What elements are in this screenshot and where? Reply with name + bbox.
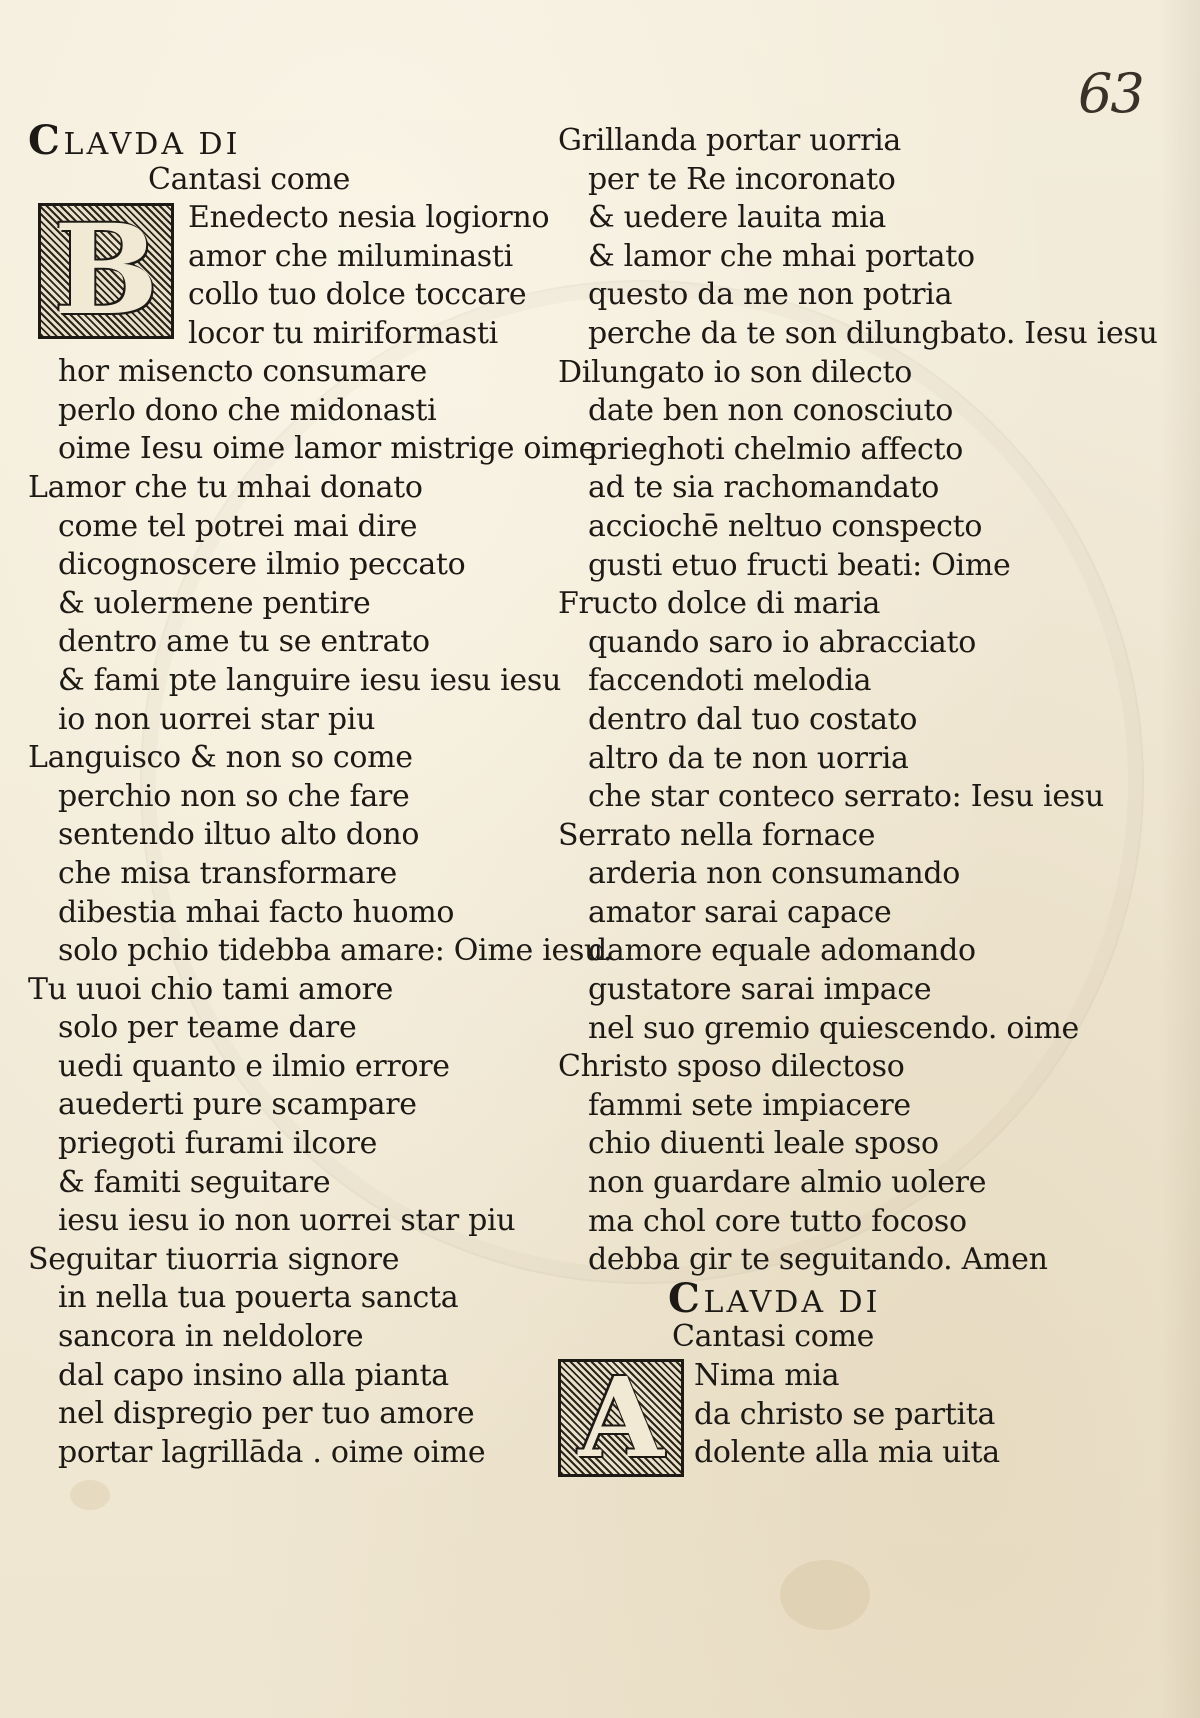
verse-line: dicognoscere ilmio peccato bbox=[58, 547, 466, 583]
verse-line: Enedecto nesia logiorno bbox=[188, 200, 550, 236]
verse-line: altro da te non uorria bbox=[588, 740, 909, 776]
verse-line: Grillanda portar uorria bbox=[558, 123, 901, 158]
verse-line: che misa transformare bbox=[58, 855, 397, 891]
verse-line: locor tu miriformasti bbox=[188, 315, 498, 351]
decorated-initial-icon: A bbox=[558, 1359, 684, 1477]
verse-line: che star conteco serrato: Iesu iesu bbox=[588, 779, 1104, 815]
verse-line: faccendoti melodia bbox=[588, 663, 872, 699]
verse-line: non guardare almio uolere bbox=[588, 1165, 987, 1201]
verse-line: dentro ame tu se entrato bbox=[58, 624, 430, 660]
verse-line: Fructo dolce di maria bbox=[558, 586, 881, 622]
verse-line: prieghoti chelmio affecto bbox=[588, 431, 964, 467]
verse-line: dentro dal tuo costato bbox=[588, 701, 918, 737]
verse-line: chio diuenti leale sposo bbox=[588, 1126, 939, 1162]
verse-line: dolente alla mia uita bbox=[694, 1435, 1000, 1471]
verse-line: & fami pte languire iesu iesu iesu bbox=[58, 662, 561, 698]
verse-line: solo pchio tidebba amare: Oime iesu. bbox=[58, 933, 613, 969]
verse-line: hor misencto consumare bbox=[58, 354, 427, 390]
decorated-initial-icon: B bbox=[38, 203, 174, 339]
paper-stain bbox=[70, 1480, 110, 1510]
verse-line: sentendo iltuo alto dono bbox=[58, 817, 420, 853]
verse-line: amator sarai capace bbox=[588, 894, 892, 930]
verse-line: per te Re incoronato bbox=[588, 161, 896, 197]
verse-line: fammi sete impiacere bbox=[588, 1087, 911, 1123]
verse-line: come tel potrei mai dire bbox=[58, 508, 418, 544]
verse-line: dibestia mhai facto huomo bbox=[58, 894, 455, 930]
section-subheading: Cantasi come bbox=[672, 1319, 875, 1355]
verse-line: perche da te son dilungbato. Iesu iesu bbox=[588, 315, 1158, 351]
verse-line: & uolermene pentire bbox=[58, 585, 371, 621]
page-edge-shadow bbox=[1160, 0, 1200, 1718]
verse-line: date ben non conosciuto bbox=[588, 393, 954, 429]
left-column bbox=[28, 117, 613, 1472]
pilcrow-icon: Ⅽ bbox=[668, 1274, 700, 1322]
verse-line: Dilungato io son dilecto bbox=[558, 354, 913, 390]
verse-line: da christo se partita bbox=[694, 1396, 996, 1432]
verse-line: portar lagrillāda . oime oime bbox=[58, 1434, 486, 1470]
verse-line: ad te sia rachomandato bbox=[588, 470, 940, 506]
section-heading: Ⅽ LAVDA DI bbox=[668, 1274, 881, 1322]
verse-line: amor che miluminasti bbox=[188, 238, 513, 274]
verse-line: Serrato nella fornace bbox=[558, 817, 876, 853]
verse-line: dal capo insino alla pianta bbox=[58, 1357, 449, 1393]
verse-line: iesu iesu io non uorrei star piu bbox=[58, 1203, 516, 1239]
verse-line: & lamor che mhai portato bbox=[588, 238, 975, 274]
folio-number: 63 bbox=[1078, 62, 1143, 125]
verse-line: & uedere lauita mia bbox=[588, 200, 887, 236]
paper-stain bbox=[780, 1560, 870, 1630]
verse-line: damore equale adomando bbox=[588, 933, 976, 969]
verse-line: gusti etuo fructi beati: Oime bbox=[588, 547, 1011, 583]
verse-line: nel dispregio per tuo amore bbox=[58, 1396, 475, 1432]
verse-line: arderia non consumando bbox=[588, 856, 961, 892]
section-subheading: Cantasi come bbox=[148, 161, 351, 197]
verse-line: Nima mia bbox=[694, 1358, 840, 1393]
verse-line: in nella tua pouerta sancta bbox=[58, 1280, 459, 1316]
section-heading: Ⅽ LAVDA DI bbox=[28, 117, 241, 164]
verse-line: priegoti furami ilcore bbox=[58, 1126, 378, 1162]
verse-line: auederti pure scampare bbox=[58, 1087, 417, 1123]
verse-line: ma chol core tutto focoso bbox=[588, 1203, 967, 1239]
right-verse-list bbox=[558, 122, 1158, 1280]
verse-line: Christo sposo dilectoso bbox=[558, 1049, 905, 1085]
verse-line: quando saro io abracciato bbox=[588, 624, 976, 660]
initial-block bbox=[28, 199, 548, 353]
verse-line: uedi quanto e ilmio errore bbox=[58, 1048, 450, 1084]
verse-line: io non uorrei star piu bbox=[58, 701, 376, 737]
verse-line: perlo dono che midonasti bbox=[58, 392, 437, 428]
verse-line: Tu uuoi chio tami amore bbox=[28, 971, 394, 1007]
verse-line: gustatore sarai impace bbox=[588, 972, 932, 1008]
verse-line: Seguitar tiuorria signore bbox=[28, 1241, 400, 1277]
initial-lines bbox=[188, 199, 549, 353]
initial-lines bbox=[694, 1357, 1000, 1473]
left-verse-list bbox=[28, 353, 613, 1472]
verse-line: sancora in neldolore bbox=[58, 1319, 364, 1355]
verse-line: Lamor che tu mhai donato bbox=[28, 469, 423, 505]
verse-line: oime Iesu oime lamor mistrige oime bbox=[58, 431, 597, 467]
initial-block bbox=[558, 1353, 1158, 1482]
verse-line: collo tuo dolce toccare bbox=[188, 277, 527, 313]
verse-line: nel suo gremio quiescendo. oime bbox=[588, 1010, 1079, 1046]
verse-line: perchio non so che fare bbox=[58, 778, 410, 814]
verse-line: & famiti seguitare bbox=[58, 1164, 331, 1200]
verse-line: debba gir te seguitando. Amen bbox=[588, 1242, 1048, 1278]
verse-line: questo da me non potria bbox=[588, 277, 953, 313]
pilcrow-icon: Ⅽ bbox=[28, 117, 60, 164]
verse-line: solo per teame dare bbox=[58, 1010, 357, 1046]
verse-line: acciochē neltuo conspecto bbox=[588, 508, 983, 544]
verse-line: Languisco & non so come bbox=[28, 740, 413, 776]
right-column bbox=[558, 122, 1158, 1482]
